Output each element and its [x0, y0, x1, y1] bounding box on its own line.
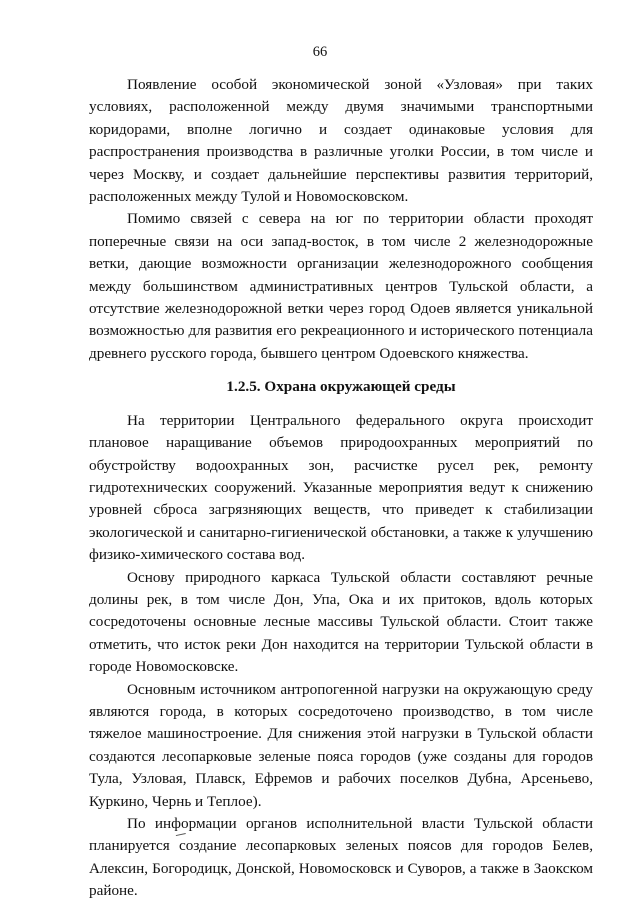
document-body: [89, 74, 593, 903]
section-paragraph-2: Основу природного каркаса Тульской области составляют речные долины рек, в том числе Дон, Упа, Ока и их притоков, вдоль которых сосредоточены основные лесные массивы Тульской области. Стоит также отметить, что исток реки Дон находится на территории Тульской области в городе Новомосковске.: [89, 568, 593, 676]
section-heading: 1.2.5. Охрана окружающей среды: [226, 378, 456, 396]
intro-paragraph-2: Помимо связей с севера на юг по территории области проходят поперечные связи на оси запад-восток, в том числе 2 железнодорожные ветки, дающие возможности организации железнодорожного сообщения между большинством административных центров Тульской области, а отсутствие железнодорожной ветки через город Одоев является уникальной возможностью для развития его рекреационного и исторического потенциала древнего русского города, бывшего центром Одоевского княжества.: [89, 210, 593, 362]
intro-paragraph-1: Появление особой экономической зоной «Узловая» при таких условиях, расположенной между двумя значимыми транспортными коридорами, вполне логично и создает одинаковые условия для распространения производства в различные уголки России, в том числе и через Москву, и создает дальнейшие перспективы развития территорий, расположенных между Тулой и Новомосковском.: [89, 76, 593, 206]
section-paragraph-1: На территории Центрального федерального округа происходит плановое наращивание объемов природоохранных мероприятий по обустройству водоохранных зон, расчистке русел рек, ремонту гидротехнических сооружений. Указанные мероприятия ведут к снижению уровней сброса загрязняющих веществ, что приведет к стабилизации экологической и санитарно-гигиенической обстановки, а также к улучшению физико-химического состава вод.: [89, 411, 593, 564]
section-paragraph-3: Основным источником антропогенной нагрузки на окружающую среду являются города, в которых сосредоточено производство, в том числе тяжелое машиностроение. Для снижения этой нагрузки в Тульской области создаются лесопарковые зеленые пояса городов (уже созданы для городов Тула, Узловая, Плавск, Ефремов и рабочих поселков Дубна, Арсеньево, Куркино, Чернь и Теплое).: [89, 680, 593, 810]
section-paragraph-4: По информации органов исполнительной власти Тульской области планируется создание лесопарковых зеленых поясов для городов Белев, Алексин, Богородицк, Донской, Новомосковск и Суворов, а также в Заокском районе.: [89, 815, 593, 900]
page-number: 66: [312, 44, 328, 60]
